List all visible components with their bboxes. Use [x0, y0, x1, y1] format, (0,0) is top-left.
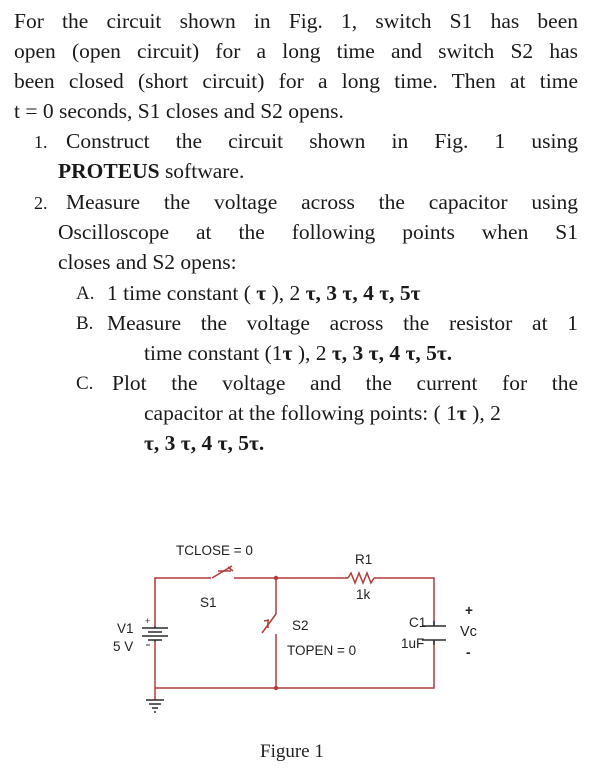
s1-label: S1: [200, 595, 217, 610]
item-2-line-3: closes and S2 opens:: [58, 250, 237, 274]
r1-value: 1k: [356, 587, 371, 602]
vc-label: Vc: [460, 624, 477, 640]
c1-label: C1: [409, 615, 427, 630]
intro-line-3: been closed (short circuit) for a long time. Then at time: [14, 69, 578, 93]
intro-line-2: open (open circuit) for a long time and switch S2 has: [14, 39, 578, 63]
subitem-c-line-1: Plot the voltage and the current for the: [112, 371, 578, 395]
item-1-line-1: Construct the circuit shown in Fig. 1 using: [66, 129, 578, 153]
topen-label: TOPEN = 0: [287, 643, 357, 658]
proteus-bold: PROTEUS: [58, 159, 160, 183]
switch-s2-icon: [262, 614, 276, 633]
battery-plus-mark: +: [145, 616, 151, 626]
vc-plus: +: [465, 603, 473, 618]
item-2-line-2: Oscilloscope at the following points when S1: [58, 220, 578, 244]
item-2-number: 2.: [34, 193, 48, 213]
resistor-r1-icon: [348, 573, 374, 583]
item-1-number: 1.: [34, 132, 48, 152]
v1-value: 5 V: [113, 639, 134, 654]
r1-label: R1: [355, 552, 373, 567]
subitem-b-letter: B.: [76, 313, 94, 334]
subitem-b-line-2: time constant (1τ ), 2 τ, 3 τ, 4 τ, 5τ.: [144, 341, 453, 365]
subitem-c-letter: C.: [76, 373, 94, 394]
junction-bottom: [274, 686, 278, 690]
subitem-a-text: 1 time constant ( τ ), 2 τ, 3 τ, 4 τ, 5τ: [107, 281, 421, 305]
intro-line-1: For the circuit shown in Fig. 1, switch S1 has been: [14, 9, 578, 33]
figure-caption: Figure 1: [260, 741, 324, 762]
intro-line-4: t = 0 seconds, S1 closes and S2 opens.: [14, 99, 344, 123]
subitem-c-line-2: capacitor at the following points: ( 1τ ), 2: [144, 401, 501, 425]
item-1-line-2: PROTEUS software.: [58, 159, 245, 183]
subitem-b-line-1: Measure the voltage across the resistor at 1: [107, 311, 578, 335]
c1-value: 1uF: [401, 636, 425, 651]
s2-label: S2: [292, 618, 309, 633]
battery-v1-icon: [142, 626, 168, 642]
tclose-label: TCLOSE = 0: [176, 543, 253, 558]
subitem-c-line-3: τ, 3 τ, 4 τ, 5τ.: [144, 431, 265, 455]
item-2-line-1: Measure the voltage across the capacitor using: [66, 190, 578, 214]
wire-top-left: [155, 578, 205, 626]
switch-s1-icon: [205, 566, 276, 578]
v1-label: V1: [117, 621, 134, 636]
vc-minus: -: [466, 645, 471, 660]
junction-top: [274, 576, 278, 580]
ground-icon: [146, 700, 164, 712]
subitem-a-letter: A.: [76, 283, 95, 304]
